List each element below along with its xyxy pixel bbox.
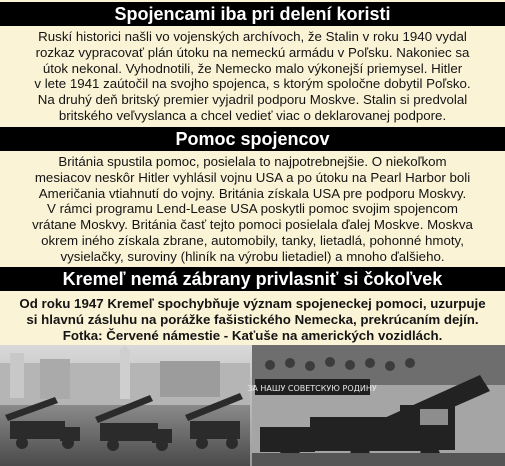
text-line: Británia spustila pomoc, posielala to najpotrebnejšie. O niekoľkom <box>58 154 447 169</box>
text-line: rozkaz vypracovať plán útoku na nemeckú armádu v Poľsku. Nakoniec sa <box>35 44 470 60</box>
text-line: Od roku 1947 Kremeľ spochybňuje význam spojeneckej pomoci, uzurpuje <box>19 296 486 311</box>
photo-strip <box>0 345 505 466</box>
text-line: vrátane Moskvy. Británia časť tejto pomoci posielala ďalej Moskve. Moskva <box>32 217 473 233</box>
section-heading-1: Spojencami iba pri delení koristi <box>0 2 505 26</box>
text-line: útok nekonal. Vyhodnotili, že Nemecko malo výkonejší priemysel. Hitler <box>42 60 463 76</box>
section-heading-3: Kremeľ nemá zábrany privlasniť si čokoľvek <box>0 267 505 291</box>
text-line: okrem iného získala zbrane, automobily, tanky, lietadlá, pohonné hmoty, <box>41 232 464 248</box>
left-photo <box>0 345 250 466</box>
text-line: Američania vtiahnutí do vojny. Británia získala USA pre podporu Moskvy. <box>38 185 467 201</box>
section-text-3 <box>4 296 501 343</box>
text-line: V rámci programu Lend-Lease USA poskytli pomoc svojim spojencom <box>47 201 458 217</box>
katyusha-photo <box>0 345 505 466</box>
parade-banner-text: ЗА НАШУ СОВЕТСКУЮ РОДИНУ <box>247 384 377 393</box>
text-line: vysielačky, suroviny (hliník na výrobu lietadiel) a mnoho ďalšieho. <box>60 248 445 264</box>
section-text-2 <box>4 154 501 268</box>
text-line: Fotka: Červené námestie - Kaťuše na amerických vozidlách. <box>62 327 443 343</box>
text-line: si hlavnú zásluhu na porážke fašistického Nemecka, prekrúcaním dejín. <box>26 311 479 327</box>
text-line: Ruskí historici našli vo vojenských archívoch, že Stalin v roku 1940 vydal <box>38 29 467 44</box>
right-photo <box>247 345 505 466</box>
section-heading-2: Pomoc spojencov <box>0 127 505 151</box>
text-line: v lete 1941 zaútočil na svojho spojenca, s ktorým spoločne dobytil Poľsko. <box>34 76 471 92</box>
text-line: mesiacov neskôr Hitler vyhlásil vojnu USA a po útoku na Pearl Harbor boli <box>34 169 471 185</box>
text-line: britského veľvyslanca a chcel vedieť viac o deklarovanej podpore. <box>58 107 447 123</box>
text-line: Na druhý deň britský premier vyjadril podporu Moskve. Stalin si predvolal <box>37 92 468 108</box>
